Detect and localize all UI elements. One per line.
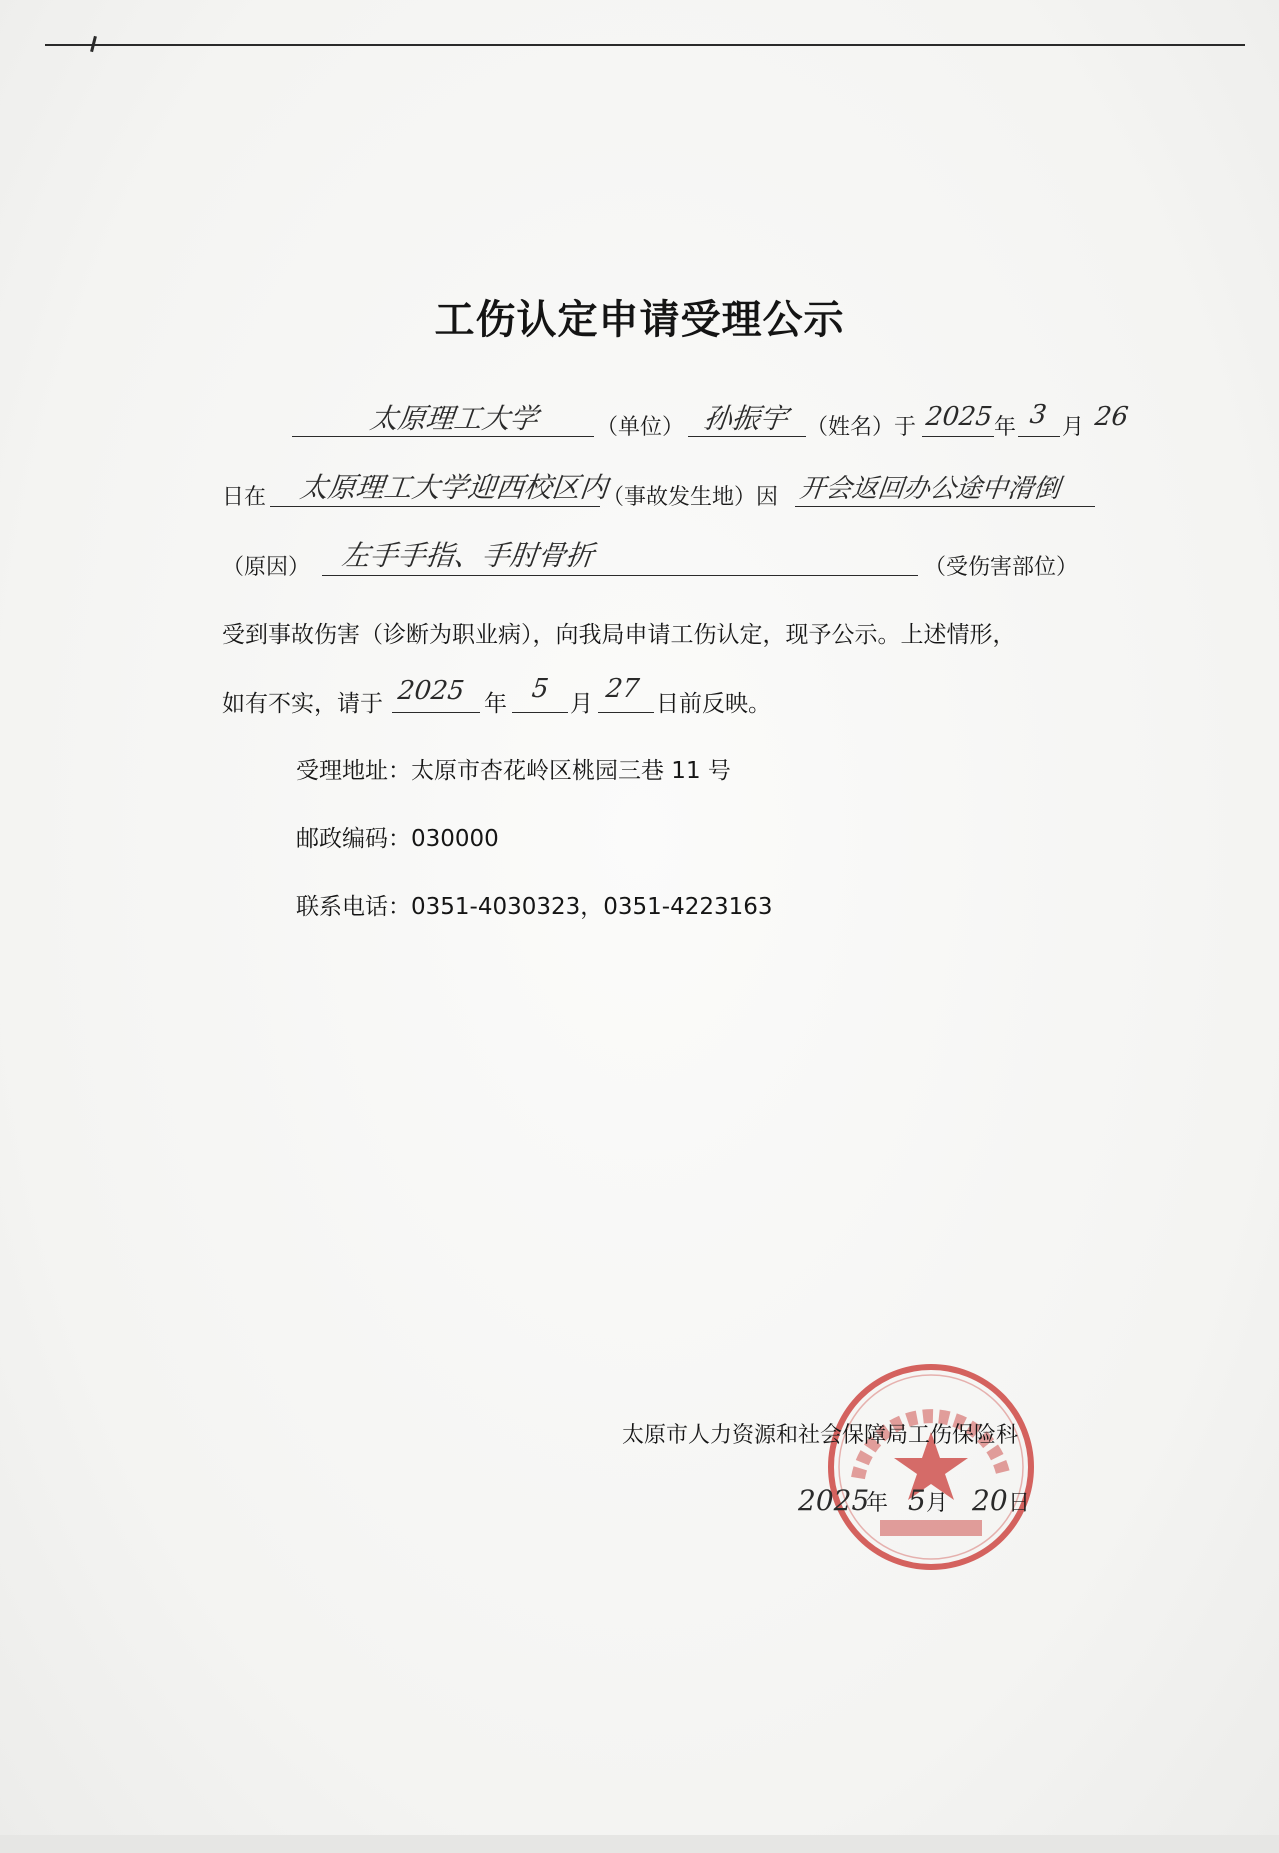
place-underline (270, 506, 600, 507)
accident-year-handwritten: 2025 (924, 402, 994, 432)
feedback-day-handwritten: 27 (604, 674, 641, 704)
signature-day-char: 日 (1008, 1491, 1031, 1516)
cause-handwritten-value: 开会返回办公途中滑倒 (798, 474, 1062, 504)
injury-label: （受伤害部位） (924, 555, 1079, 580)
signature-year-char: 年 (866, 1491, 889, 1516)
feedback-year-char: 年 (484, 691, 507, 717)
feedback-prefix: 如有不实，请于 (222, 691, 383, 717)
contact-phone: 联系电话：0351-4030323，0351-4223163 (296, 894, 773, 920)
signature-year-handwritten: 2025 (798, 1484, 870, 1517)
document-title: 工伤认定申请受理公示 (434, 297, 845, 343)
injury-handwritten-value: 左手手指、手肘骨折 (340, 539, 596, 572)
feedback-year-underline (392, 712, 480, 713)
accident-month-char: 月 (1062, 415, 1085, 440)
statement-sentence: 受到事故伤害（诊断为职业病），向我局申请工伤认定，现予公示。上述情形， (222, 622, 1016, 648)
day-at-label: 日在 (222, 485, 267, 510)
signature-month-handwritten: 5 (908, 1484, 926, 1517)
injury-underline (322, 575, 918, 576)
feedback-year-handwritten: 2025 (396, 676, 466, 706)
bottom-scan-edge (0, 1835, 1279, 1853)
name-handwritten-value: 孙振宇 (702, 402, 790, 435)
feedback-month-handwritten: 5 (530, 674, 551, 704)
feedback-suffix: 日前反映。 (656, 691, 771, 717)
name-underline (688, 436, 806, 437)
unit-label: （单位） (596, 415, 685, 440)
accident-day-handwritten: 26 (1093, 402, 1130, 432)
accident-year-underline (922, 436, 994, 437)
acceptance-address: 受理地址：太原市杏花岭区桃园三巷 11 号 (296, 758, 731, 784)
signature-month-char: 月 (926, 1491, 949, 1516)
feedback-month-underline (512, 712, 568, 713)
unit-underline (292, 436, 594, 437)
name-label: （姓名）于 (806, 415, 917, 440)
top-rule-line (45, 44, 1245, 46)
issuing-organization: 太原市人力资源和社会保障局工伤保险科 (622, 1423, 1019, 1448)
official-seal-stamp (822, 1358, 1040, 1576)
accident-month-underline (1018, 436, 1060, 437)
feedback-day-underline (598, 712, 654, 713)
cause-label: （原因） (222, 555, 311, 580)
feedback-month-char: 月 (570, 691, 593, 717)
signature-day-handwritten: 20 (972, 1484, 1008, 1517)
postal-code: 邮政编码：030000 (296, 826, 499, 852)
place-handwritten-value: 太原理工大学迎西校区内 (298, 471, 610, 504)
accident-month-handwritten: 3 (1028, 400, 1049, 430)
place-label: （事故发生地）因 (602, 485, 779, 510)
accident-year-char: 年 (994, 415, 1017, 440)
unit-handwritten-value: 太原理工大学 (368, 402, 540, 435)
cause-underline (795, 506, 1095, 507)
